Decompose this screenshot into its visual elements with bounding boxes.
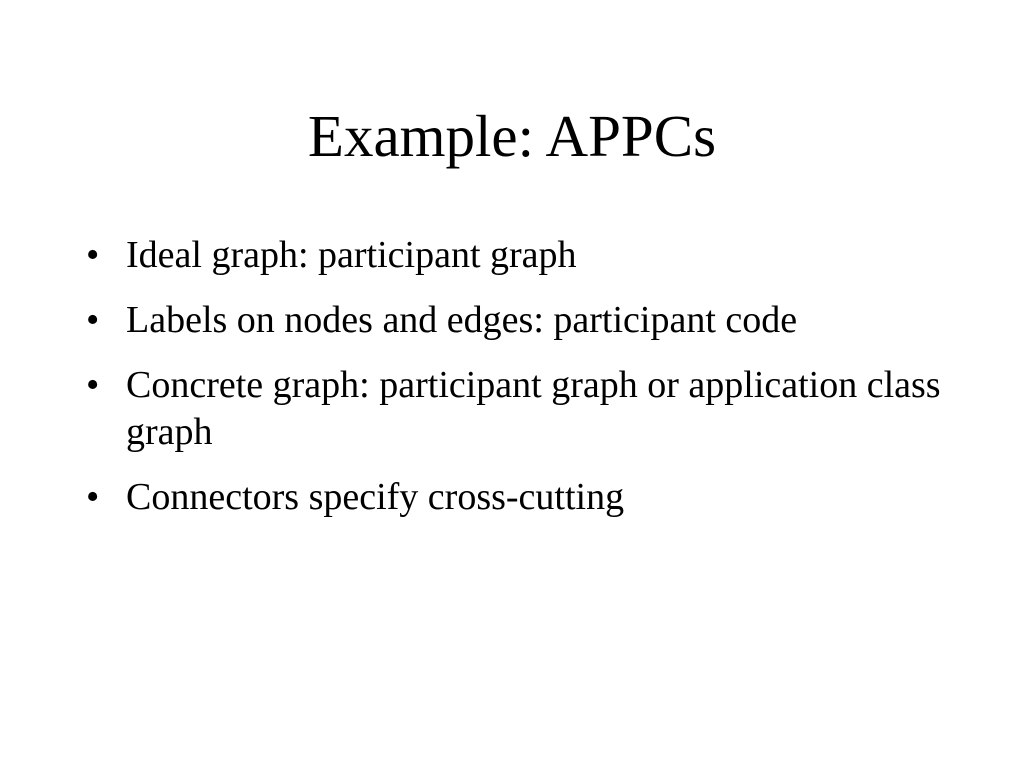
bullet-list [86, 232, 986, 539]
bullet-dot-icon: • [86, 476, 100, 518]
bullet-item [86, 474, 986, 521]
bullet-text: Labels on nodes and edges: participant code [126, 299, 798, 341]
bullet-dot-icon: • [86, 364, 100, 406]
bullet-dot-icon: • [86, 234, 100, 276]
slide-title: Example: APPCs [307, 103, 717, 169]
bullet-item [86, 232, 986, 279]
bullet-text: Connectors specify cross-cutting [126, 476, 625, 518]
bullet-text: Ideal graph: participant graph [126, 234, 577, 276]
bullet-dot-icon: • [86, 299, 100, 341]
bullet-item [86, 362, 986, 456]
bullet-text: Concrete graph: participant graph or application class graph [126, 364, 941, 453]
bullet-item [86, 297, 986, 344]
